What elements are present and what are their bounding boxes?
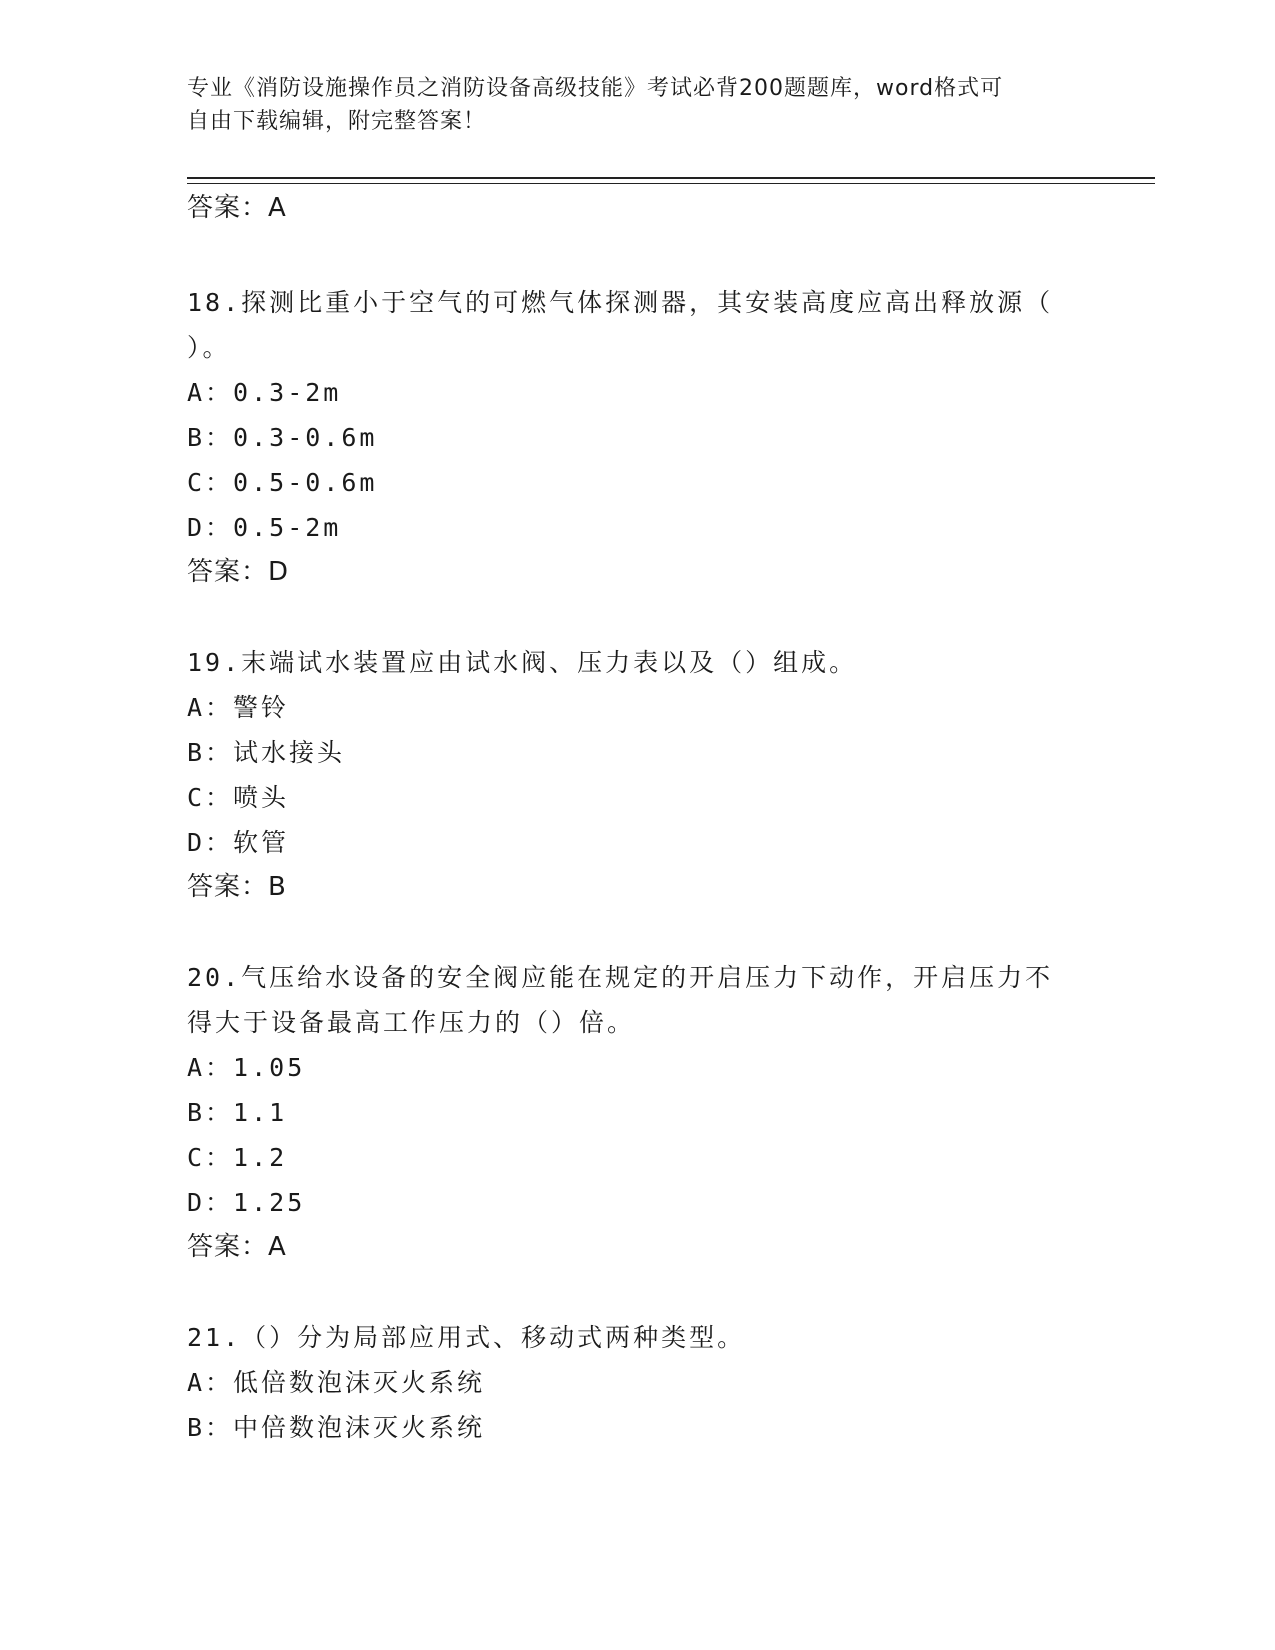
option-a: A：1.05 xyxy=(187,1053,306,1082)
question-text-line: 18.探测比重小于空气的可燃气体探测器，其安装高度应高出释放源（ xyxy=(187,288,1054,317)
question-text xyxy=(187,640,1077,685)
answer-label: 答案：B xyxy=(187,872,287,902)
option-a: A：低倍数泡沫灭火系统 xyxy=(187,1368,486,1397)
header-title-line-2: 自由下载编辑，附完整答案！ xyxy=(187,109,487,134)
question-text-line: 20.气压给水设备的安全阀应能在规定的开启压力下动作，开启压力不 xyxy=(187,963,1054,992)
question-text xyxy=(187,955,1077,1045)
question-text xyxy=(187,1315,1077,1360)
question-text xyxy=(187,280,1077,370)
option-b: B：试水接头 xyxy=(187,738,346,767)
header-title-line-1: 专业《消防设施操作员之消防设备高级技能》考试必背200题题库，word格式可 xyxy=(187,76,1004,101)
option-b: B：1.1 xyxy=(187,1098,288,1127)
question-text-line: ）。 xyxy=(187,333,231,362)
option-d: D：软管 xyxy=(187,828,290,857)
option-c: C：喷头 xyxy=(187,783,290,812)
option-a: A：0.3-2m xyxy=(187,378,342,407)
question-18 xyxy=(187,280,1087,595)
answer-label: 答案：D xyxy=(187,557,290,587)
question-20 xyxy=(187,955,1087,1270)
question-text-line: 19.末端试水装置应由试水阀、压力表以及（）组成。 xyxy=(187,648,858,677)
option-b: B：0.3-0.6m xyxy=(187,423,378,452)
answer-label: 答案：A xyxy=(187,1232,287,1262)
question-text-line: 得大于设备最高工作压力的（）倍。 xyxy=(187,1008,636,1037)
option-d: D：1.25 xyxy=(187,1188,306,1217)
option-c: C：1.2 xyxy=(187,1143,288,1172)
question-text-line: 21.（）分为局部应用式、移动式两种类型。 xyxy=(187,1323,746,1352)
option-d: D：0.5-2m xyxy=(187,513,342,542)
option-a: A：警铃 xyxy=(187,693,290,722)
question-19 xyxy=(187,640,1087,910)
option-c: C：0.5-0.6m xyxy=(187,468,378,497)
header-rule-thin xyxy=(187,183,1155,184)
question-list xyxy=(187,192,1087,1450)
document-header xyxy=(187,72,1067,138)
question-21 xyxy=(187,1315,1087,1450)
header-rule-thick xyxy=(187,177,1155,179)
answer-label: 答案：A xyxy=(187,193,287,223)
option-b: B：中倍数泡沫灭火系统 xyxy=(187,1413,486,1442)
